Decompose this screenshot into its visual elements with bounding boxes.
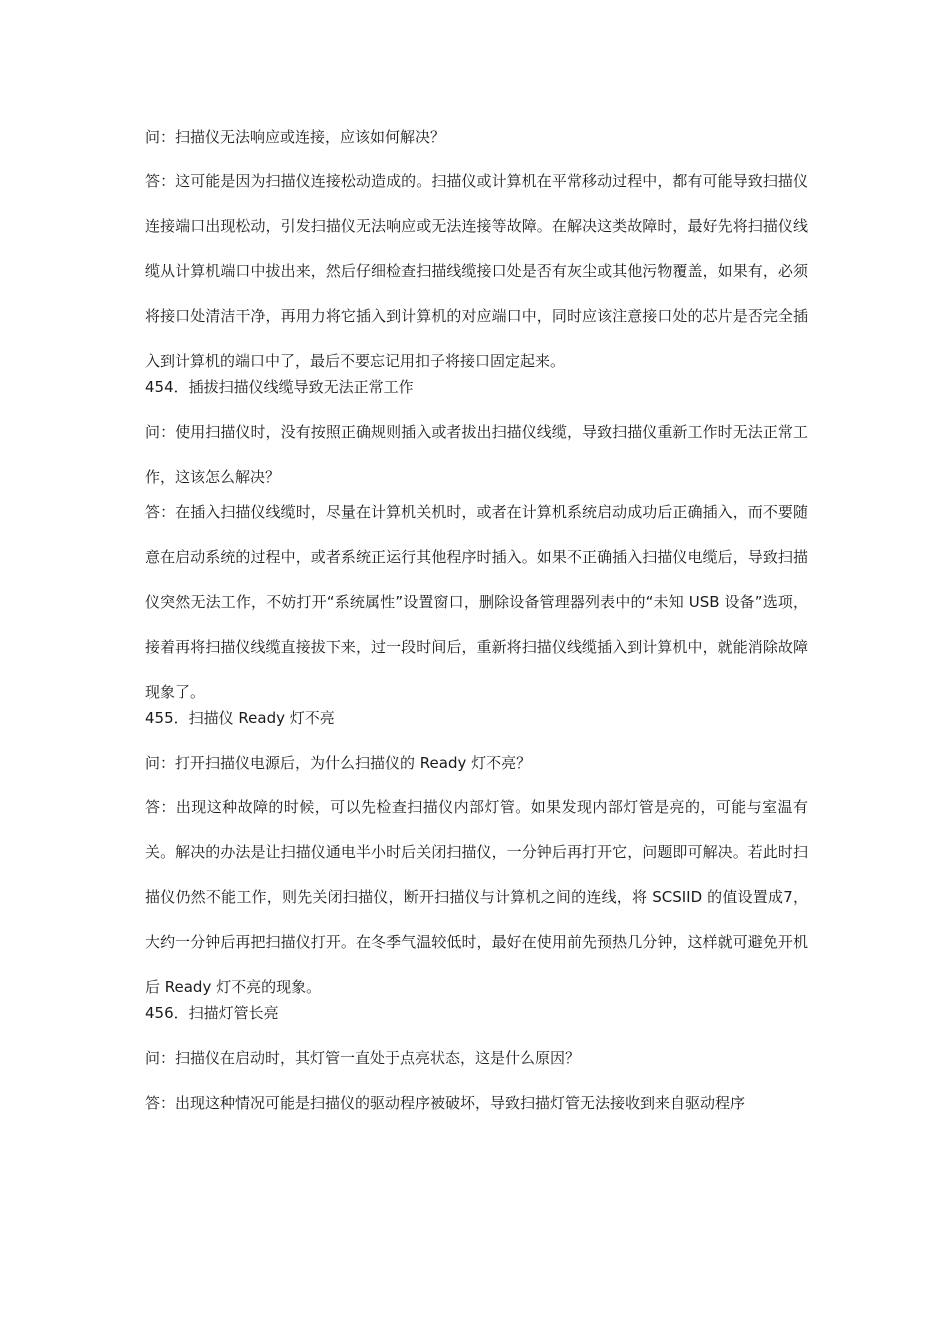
answer-paragraph: 答：在插入扫描仪线缆时，尽量在计算机关机时，或者在计算机系统启动成功后正确插入，而不要随意在启动系统的过程中，或者系统正运行其他程序时插入。如果不正确插入扫描仪电缆后，导致扫描仪突然无法工作，不妨打开“系统属性”设置窗口，删除设备管理器列表中的“未知 USB 设备”选项，接着再将扫描仪线缆直接拔下来，过一段时间后，重新将扫描仪线缆插入到计算机中，就能消除故障现象了。 [145, 503, 808, 701]
answer-paragraph: 答：出现这种情况可能是扫描仪的驱动程序被破坏，导致扫描灯管无法接收到来自驱动程序 [145, 1094, 746, 1113]
question-paragraph: 问：使用扫描仪时，没有按照正确规则插入或者拔出扫描仪线缆，导致扫描仪重新工作时无法正常工作，这该怎么解决？ [145, 422, 808, 486]
answer-paragraph: 答：出现这种故障的时候，可以先检查扫描仪内部灯管。如果发现内部灯管是亮的，可能与室温有关。解决的办法是让扫描仪通电半小时后关闭扫描仪，一分钟后再打开它，问题即可解决。若此时扫描仪仍然不能工作，则先关闭扫描仪，断开扫描仪与计算机之间的连线，将 SCSIID 的值设置成7，大约一分钟后再把扫描仪打开。在冬季气温较低时，最好在使用前先预热几分钟，这样就可避免开机后 Ready 灯不亮的现象。 [145, 798, 808, 997]
question-paragraph: 问：扫描仪无法响应或连接，应该如何解决？ [145, 128, 446, 146]
section-heading: 456．扫描灯管长亮 [145, 1004, 279, 1023]
question-paragraph: 问：打开扫描仪电源后，为什么扫描仪的 Ready 灯不亮？ [145, 754, 532, 773]
answer-paragraph: 答：这可能是因为扫描仪连接松动造成的。扫描仪或计算机在平常移动过程中，都有可能导致扫描仪连接端口出现松动，引发扫描仪无法响应或无法连接等故障。在解决这类故障时，最好先将扫描仪线缆从计算机端口中拔出来，然后仔细检查扫描线缆接口处是否有灰尘或其他污物覆盖，如果有，必须将接口处清洁干净，再用力将它插入到计算机的对应端口中，同时应该注意接口处的芯片是否完全插入到计算机的端口中了，最后不要忘记用扣子将接口固定起来。 [145, 172, 808, 371]
section-heading: 455．扫描仪 Ready 灯不亮 [145, 709, 335, 728]
document-page [145, 124, 808, 1135]
section-heading: 454．插拔扫描仪线缆导致无法正常工作 [145, 378, 414, 397]
question-paragraph: 问：扫描仪在启动时，其灯管一直处于点亮状态，这是什么原因？ [145, 1049, 581, 1068]
